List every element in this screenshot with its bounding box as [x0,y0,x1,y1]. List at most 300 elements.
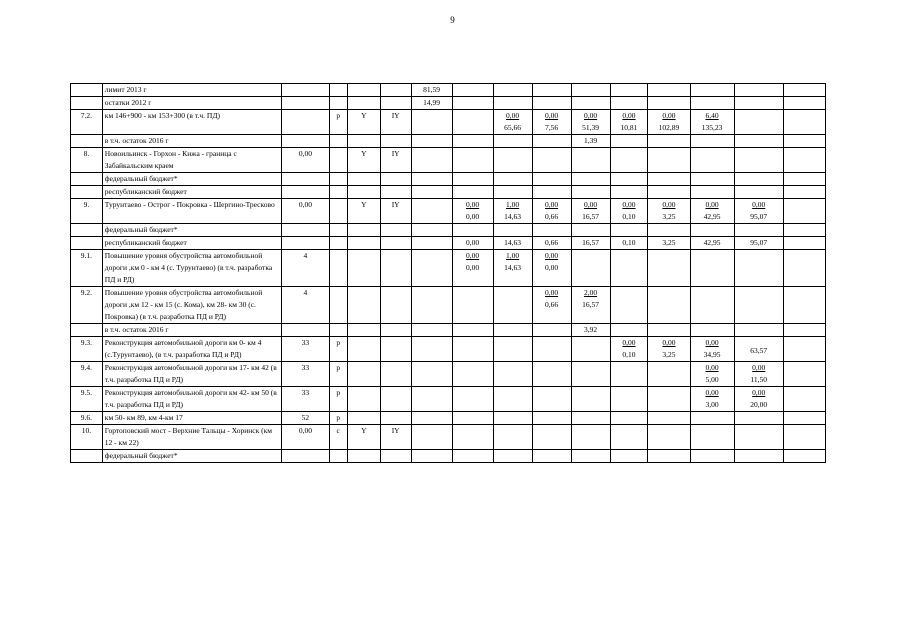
cell-type [329,237,347,250]
cell-year-1 [452,324,493,337]
cell-type [329,186,347,199]
cell-year-6 [648,450,690,463]
cell-year-5 [610,412,648,425]
cell-type [329,324,347,337]
cell-cls: IY [380,148,411,173]
cell-val [282,224,329,237]
cell-value-top: 0,00 [705,388,719,397]
cell-year-5 [610,173,648,186]
cell-value-bottom: 11,50 [750,375,768,384]
cell-cls [380,337,411,362]
cell-value-bottom: 3,25 [662,350,676,359]
cell-val [282,84,329,97]
table-row [71,110,826,135]
cell-year-2 [493,450,532,463]
cell-year-9 [783,110,825,135]
cell-year-9 [783,412,825,425]
cell-year-4 [571,97,610,110]
cell-year-9 [783,224,825,237]
cell-year-6 [648,425,690,450]
cell-value-top: 0,00 [662,111,676,120]
cell-year-0 [411,412,452,425]
cell-year-8 [734,186,783,199]
cell-name: в т.ч. остаток 2016 г [102,135,282,148]
cell-value-bottom: 3,25 [662,212,676,221]
cell-year-2 [493,287,532,324]
cell-year-7 [690,287,734,324]
cell-year-7 [690,84,734,97]
cell-num: 9.6. [71,412,103,425]
cell-year-9 [783,135,825,148]
cell-year-3 [532,425,571,450]
cell-year-3: 0,66 [532,237,571,250]
cell-year-5 [610,186,648,199]
cell-type [329,287,347,324]
cell-type [329,173,347,186]
cell-cls: IY [380,110,411,135]
cell-value-top: 1,00 [506,251,520,260]
cell-year-1 [452,135,493,148]
cell-cat [347,412,380,425]
cell-year-0 [411,224,452,237]
cell-year-5 [610,224,648,237]
cell-year-7 [690,450,734,463]
cell-year-3 [532,412,571,425]
cell-year-3 [532,387,571,412]
cell-cat [347,362,380,387]
cell-year-3 [532,287,571,324]
cell-type [329,135,347,148]
cell-type [329,97,347,110]
cell-value-bottom: 34,95 [703,350,721,359]
cell-name: федеральный бюджет* [102,173,282,186]
cell-year-4 [571,337,610,362]
cell-val [282,110,329,135]
cell-year-3 [532,337,571,362]
cell-num: 10. [71,425,103,450]
cell-val: 0,00 [282,199,329,224]
cell-year-4 [571,425,610,450]
cell-year-1 [452,425,493,450]
cell-value-top: 0,00 [583,111,598,120]
cell-name: Реконструкция автомобильной дороги км 0- км 4 (с.Турунтаево), (в т.ч. разработка ПД и РД) [102,337,282,362]
cell-year-7 [690,387,734,412]
cell-year-1 [452,110,493,135]
cell-year-4 [571,412,610,425]
cell-cat [347,173,380,186]
cell-year-2 [493,224,532,237]
cell-num [71,224,103,237]
cell-year-0 [411,337,452,362]
cell-year-9 [783,287,825,324]
cell-year-1 [452,97,493,110]
cell-year-6: 3,25 [648,237,690,250]
cell-year-5 [610,97,648,110]
cell-year-2 [493,84,532,97]
cell-cat [347,324,380,337]
table-row [71,224,826,237]
cell-year-7 [690,224,734,237]
cell-year-1 [452,250,493,287]
cell-year-0 [411,199,452,224]
cell-type [329,450,347,463]
cell-year-0 [411,324,452,337]
cell-value-bottom: 135,23 [701,123,723,132]
cell-val [282,186,329,199]
table-row [71,135,826,148]
cell-value-bottom: 0,10 [622,212,636,221]
cell-type: р [329,110,347,135]
cell-value-bottom: 14,63 [504,212,522,221]
cell-cls [380,287,411,324]
cell-year-2 [493,362,532,387]
cell-year-3 [532,110,571,135]
cell-value-top: 0,00 [506,111,520,120]
cell-value-top: 0,00 [752,200,766,209]
cell-value-top: 0,00 [466,251,480,260]
cell-value-bottom: 0,10 [622,350,636,359]
cell-value-bottom: 0,00 [544,263,559,272]
cell-type: р [329,412,347,425]
cell-num: 9.3. [71,337,103,362]
cell-cat [347,450,380,463]
cell-num [71,84,103,97]
cell-year-6 [648,287,690,324]
cell-value-top: 0,00 [544,200,559,209]
cell-cls [380,324,411,337]
cell-num [71,97,103,110]
cell-year-2 [493,97,532,110]
cell-year-8 [734,135,783,148]
program-table [70,83,826,463]
cell-value-bottom: 63,57 [750,346,768,355]
cell-name: в т.ч. остаток 2016 г [102,324,282,337]
cell-year-5 [610,135,648,148]
cell-year-0 [411,110,452,135]
cell-cat [347,186,380,199]
page-number: 9 [450,15,455,25]
cell-value-top: 0,00 [583,200,598,209]
cell-year-6 [648,362,690,387]
cell-num: 9.2. [71,287,103,324]
cell-year-8 [734,387,783,412]
cell-val [282,173,329,186]
table-row [71,250,826,287]
table-row [71,450,826,463]
cell-name: федеральный бюджет* [102,224,282,237]
cell-year-7 [690,186,734,199]
cell-year-2 [493,110,532,135]
cell-year-7 [690,199,734,224]
cell-value-bottom: 51,39 [582,123,599,132]
cell-year-9 [783,186,825,199]
cell-year-3 [532,199,571,224]
cell-year-8 [734,324,783,337]
cell-value-bottom: 0,66 [544,212,559,221]
cell-year-3 [532,450,571,463]
cell-year-9 [783,337,825,362]
cell-cls [380,450,411,463]
table-row [71,324,826,337]
cell-year-6 [648,412,690,425]
cell-cls [380,224,411,237]
cell-cls [380,250,411,287]
cell-year-9 [783,199,825,224]
cell-val [282,450,329,463]
cell-cat: Y [347,199,380,224]
cell-year-6 [648,199,690,224]
cell-type [329,148,347,173]
cell-year-6 [648,84,690,97]
cell-cls [380,84,411,97]
cell-year-5 [610,324,648,337]
cell-value-top: 2,00 [583,288,598,297]
cell-year-3 [532,324,571,337]
cell-value-top [737,337,781,345]
cell-year-4 [571,110,610,135]
cell-year-1 [452,362,493,387]
cell-year-2 [493,135,532,148]
cell-year-7 [690,425,734,450]
cell-name: Повышение уровня обустройства автомобильной дороги ,км 12 - км 15 (с. Кома), км 28- км 30 (с. Покровка) (в т.ч. разработка ПД и РД) [102,287,282,324]
cell-year-6 [648,387,690,412]
cell-val [282,135,329,148]
cell-val [282,324,329,337]
cell-year-5 [610,148,648,173]
cell-cat [347,287,380,324]
cell-year-1: 0,00 [452,237,493,250]
cell-cat [347,224,380,237]
cell-year-5: 0,10 [610,237,648,250]
cell-year-6 [648,97,690,110]
cell-value-top: 0,00 [705,200,719,209]
cell-year-4: 16,57 [571,237,610,250]
cell-cls: IY [380,199,411,224]
cell-year-4 [571,173,610,186]
cell-type [329,84,347,97]
cell-cls [380,387,411,412]
table-row [71,362,826,387]
cell-year-6 [648,148,690,173]
cell-val: 0,00 [282,425,329,450]
cell-val: 33 [282,387,329,412]
cell-num [71,186,103,199]
cell-cls [380,412,411,425]
cell-value-top: 6,40 [705,111,719,120]
cell-year-8 [734,250,783,287]
cell-value-top: 0,00 [466,200,480,209]
cell-year-5 [610,387,648,412]
cell-value-top: 0,00 [544,111,559,120]
cell-name: Новоильинск - Горхон - Кижа - граница с Забайкальским краем [102,148,282,173]
cell-year-0 [411,237,452,250]
cell-year-8 [734,362,783,387]
cell-num: 7.2. [71,110,103,135]
cell-year-3 [532,173,571,186]
cell-value-bottom: 20,00 [750,400,768,409]
cell-year-9 [783,173,825,186]
cell-cls [380,362,411,387]
cell-year-8 [734,450,783,463]
table-row [71,97,826,110]
cell-year-8 [734,84,783,97]
cell-year-8 [734,148,783,173]
cell-value-bottom: 0,00 [466,212,480,221]
cell-year-8: 95,07 [734,237,783,250]
cell-year-4 [571,148,610,173]
cell-year-2 [493,173,532,186]
cell-value-bottom: 102,89 [658,123,680,132]
cell-year-6 [648,324,690,337]
cell-year-3 [532,224,571,237]
cell-num [71,450,103,463]
cell-year-2 [493,387,532,412]
cell-year-2 [493,425,532,450]
table-row [71,186,826,199]
cell-year-7 [690,324,734,337]
cell-num [71,324,103,337]
cell-name: Повышение уровня обустройства автомобильной дороги ,км 0 - км 4 (с. Турунтаево) (в т.ч. разработка ПД и РД) [102,250,282,287]
cell-year-0 [411,135,452,148]
cell-year-7 [690,110,734,135]
cell-value-bottom: 0,66 [544,300,559,309]
cell-year-0 [411,148,452,173]
cell-year-8 [734,412,783,425]
cell-name: федеральный бюджет* [102,450,282,463]
table-row [71,148,826,173]
cell-year-1 [452,199,493,224]
cell-year-6 [648,173,690,186]
cell-year-4: 1,39 [571,135,610,148]
cell-year-9 [783,97,825,110]
cell-value-top: 1,00 [506,200,520,209]
cell-year-9 [783,84,825,97]
cell-year-9 [783,250,825,287]
cell-year-3 [532,148,571,173]
cell-year-1 [452,173,493,186]
cell-num: 9. [71,199,103,224]
cell-num: 9.1. [71,250,103,287]
table-row [71,337,826,362]
cell-year-2 [493,186,532,199]
cell-year-1 [452,387,493,412]
cell-year-3 [532,84,571,97]
cell-year-0 [411,173,452,186]
cell-val: 4 [282,287,329,324]
cell-year-6 [648,186,690,199]
cell-year-2 [493,199,532,224]
cell-year-4 [571,387,610,412]
cell-year-8 [734,173,783,186]
table-row [71,237,826,250]
cell-year-7 [690,412,734,425]
cell-year-1 [452,186,493,199]
cell-value-bottom: 5,00 [705,375,719,384]
cell-value-top: 0,00 [622,200,636,209]
cell-name: км 146+900 - км 153+300 (в т.ч. ПД) [102,110,282,135]
cell-year-4 [571,84,610,97]
cell-year-8 [734,287,783,324]
cell-value-top: 0,00 [662,338,676,347]
cell-year-7 [690,148,734,173]
cell-year-6 [648,110,690,135]
cell-cls [380,186,411,199]
cell-year-1 [452,224,493,237]
cell-year-3 [532,186,571,199]
cell-year-9 [783,237,825,250]
cell-year-4 [571,186,610,199]
cell-type: р [329,362,347,387]
cell-num: 9.5. [71,387,103,412]
cell-year-0 [411,287,452,324]
cell-num [71,135,103,148]
cell-year-5 [610,337,648,362]
cell-cat: Y [347,425,380,450]
cell-name: лимит 2013 г [102,84,282,97]
cell-year-9 [783,324,825,337]
table-row [71,84,826,97]
cell-val: 52 [282,412,329,425]
table-row [71,387,826,412]
cell-name: республиканский бюджет [102,237,282,250]
cell-year-2 [493,324,532,337]
cell-cat [347,250,380,287]
cell-num [71,237,103,250]
cell-value-top: 0,00 [662,200,676,209]
cell-value-top: 0,00 [752,363,766,372]
cell-type: с [329,425,347,450]
cell-value-top: 0,00 [705,363,719,372]
cell-year-0: 81,59 [411,84,452,97]
cell-value-bottom: 65,66 [504,123,522,132]
cell-year-8 [734,110,783,135]
cell-year-0: 14,99 [411,97,452,110]
cell-val: 33 [282,362,329,387]
cell-year-5 [610,199,648,224]
cell-value-bottom: 3,00 [705,400,719,409]
table-row [71,287,826,324]
cell-name: Турунтаево - Острог - Покровка - Шергино-Тресково [102,199,282,224]
cell-year-1 [452,84,493,97]
cell-year-9 [783,362,825,387]
cell-type: р [329,337,347,362]
table-row [71,425,826,450]
cell-cat [347,237,380,250]
cell-value-top: 0,00 [544,288,559,297]
cell-year-8 [734,224,783,237]
cell-year-5 [610,110,648,135]
cell-val [282,237,329,250]
table-row [71,412,826,425]
table-row [71,173,826,186]
cell-cat: Y [347,148,380,173]
cell-num [71,173,103,186]
cell-value-top: 0,00 [705,338,719,347]
cell-year-4: 3,92 [571,324,610,337]
cell-year-6 [648,135,690,148]
cell-year-4 [571,362,610,387]
cell-year-6 [648,337,690,362]
cell-year-0 [411,250,452,287]
cell-year-5 [610,287,648,324]
cell-year-2 [493,412,532,425]
cell-name: остатки 2012 г [102,97,282,110]
cell-year-8 [734,97,783,110]
cell-cat [347,387,380,412]
cell-year-0 [411,425,452,450]
cell-type [329,199,347,224]
cell-year-1 [452,337,493,362]
